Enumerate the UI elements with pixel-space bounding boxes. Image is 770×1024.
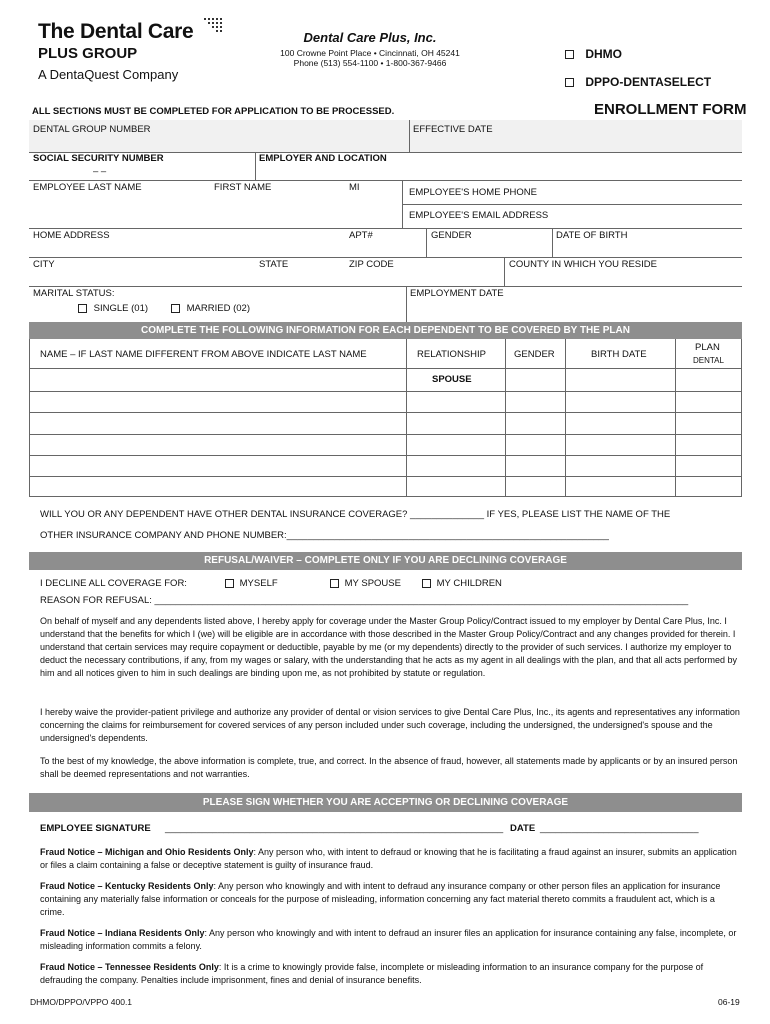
other-coverage-company: OTHER INSURANCE COMPANY AND PHONE NUMBER:_____________________________________________________________ bbox=[40, 530, 609, 541]
fraud-text: : Any person who knowingly and with intent to defraud an insurer files an application for insurance containing any false, incomplete, or misleading information commits a felony. bbox=[40, 928, 737, 951]
employer-label: EMPLOYER AND LOCATION bbox=[259, 153, 387, 164]
dep-col-plan: PLAN bbox=[695, 342, 720, 353]
phone-line: Phone (513) 554-1100 • 1-800-367-9466 bbox=[293, 58, 447, 68]
gender-label: GENDER bbox=[431, 230, 472, 241]
date-label: DATE bbox=[510, 823, 536, 834]
myself-label: MYSELF bbox=[239, 578, 278, 589]
decline-myself-option[interactable] bbox=[225, 578, 278, 589]
fraud-notice bbox=[40, 961, 740, 987]
single-label: SINGLE (01) bbox=[93, 303, 149, 314]
form-title: ENROLLMENT FORM bbox=[594, 101, 747, 118]
dep-col-gender: GENDER bbox=[514, 349, 555, 360]
last-name-label: EMPLOYEE LAST NAME bbox=[33, 182, 142, 193]
company-name: Dental Care Plus, Inc. bbox=[303, 30, 437, 45]
dob-label: DATE OF BIRTH bbox=[556, 230, 628, 241]
fraud-text: : It is a crime to knowingly provide false, incomplete or misleading information to an insurance company for the purpose of defrauding the company. Penalties include imprisonment, fines and denial of insurance benefits. bbox=[40, 962, 704, 985]
married-checkbox[interactable] bbox=[171, 304, 180, 313]
zip-label: ZIP CODE bbox=[349, 259, 394, 270]
myself-checkbox[interactable] bbox=[225, 579, 234, 588]
form-id: DHMO/DPPO/VPPO 400.1 bbox=[30, 997, 133, 1007]
single-checkbox[interactable] bbox=[78, 304, 87, 313]
sign-header: PLEASE SIGN WHETHER YOU ARE ACCEPTING OR DECLINING COVERAGE bbox=[29, 793, 742, 812]
fraud-title: Fraud Notice – Kentucky Residents Only bbox=[40, 881, 214, 891]
home-phone-label: EMPLOYEE'S HOME PHONE bbox=[409, 187, 537, 198]
dppo-label: DPPO-DENTASELECT bbox=[585, 75, 712, 89]
email-label: EMPLOYEE'S EMAIL ADDRESS bbox=[409, 210, 549, 221]
logo-main: The Dental Care bbox=[38, 20, 194, 43]
decline-label: I DECLINE ALL COVERAGE FOR: bbox=[40, 578, 187, 589]
fraud-title: Fraud Notice – Tennessee Residents Only bbox=[40, 962, 219, 972]
state-label: STATE bbox=[259, 259, 289, 270]
dppo-checkbox[interactable] bbox=[565, 78, 574, 87]
fraud-text: : Any person who, with intent to defraud or knowing that he is facilitating a fraud against an insurer, submits an application or files a claim containing a false or deceptive statement is guilty of insurance fraud. bbox=[40, 847, 737, 870]
decline-children-option[interactable] bbox=[422, 578, 502, 589]
completion-notice: ALL SECTIONS MUST BE COMPLETED FOR APPLICATION TO BE PROCESSED. bbox=[32, 106, 395, 117]
married-label: MARRIED (02) bbox=[186, 303, 250, 314]
fraud-text: : Any person who knowingly and with intent to defraud any insurance company or other person files an application for insurance containing any materially false information or conceals for the purpose of misleading, information concerning any fact material thereto commits a fraudulent act, which is a crime. bbox=[40, 881, 721, 917]
group-number-label: DENTAL GROUP NUMBER bbox=[33, 124, 151, 135]
logo-sub: PLUS GROUP bbox=[38, 45, 138, 62]
apt-label: APT# bbox=[349, 230, 373, 241]
dep-col-birth: BIRTH DATE bbox=[591, 349, 647, 360]
spouse-checkbox[interactable] bbox=[330, 579, 339, 588]
waiver-paragraph: I hereby waive the provider-patient privilege and authorize any provider of dental or vision services to give Dental Care Plus, Inc., its agents and representatives any information concerning the claims for reimbursement for covered services of any person included under such coverage, including the undersigned, the undersigned's spouse and the undersigned's dependents. bbox=[40, 707, 740, 743]
fraud-notice bbox=[40, 880, 740, 919]
plan-option-dppo[interactable] bbox=[565, 75, 711, 89]
authorization-paragraph: On behalf of myself and any dependents listed above, I hereby apply for coverage under the Master Group Policy/Contract issued to my employer by Dental Care Plus, Inc. I understand that the benefits for which I (we) will be eligible are in accordance with those described in the Master Group Policy/Contract and any changes provided for therein. I understand that certain services may require copayment or deductible, payable by me (or my dependents) directly to the provider of such services. I authorize my employer to deduct the necessary contributions, if any, from my wages or salary, with the understanding that he acts as my agent in all dealings with the plan, and that all acts performed by him and all notices given to him in such dealings are binding upon me, as not prohibited by statute or regulation. bbox=[40, 616, 738, 678]
marital-single-option[interactable] bbox=[78, 303, 148, 314]
marital-label: MARITAL STATUS: bbox=[33, 288, 115, 299]
dep-spouse-label: SPOUSE bbox=[432, 374, 472, 385]
fraud-title: Fraud Notice – Michigan and Ohio Residents Only bbox=[40, 847, 254, 857]
ssn-label: SOCIAL SECURITY NUMBER bbox=[33, 153, 164, 164]
county-label: COUNTY IN WHICH YOU RESIDE bbox=[509, 259, 657, 270]
address-line: 100 Crowne Point Place • Cincinnati, OH 45241 bbox=[280, 48, 460, 58]
attestation-paragraph: To the best of my knowledge, the above information is complete, true, and correct. In the absence of fraud, however, all statements made by applicants or by an insured person shall be deemed representations and not warranties. bbox=[40, 756, 738, 779]
ssn-dashes: – – bbox=[93, 166, 107, 177]
decline-spouse-option[interactable] bbox=[330, 578, 401, 589]
dep-col-name: NAME – IF LAST NAME DIFFERENT FROM ABOVE INDICATE LAST NAME bbox=[40, 349, 367, 360]
form-date: 06-19 bbox=[718, 997, 740, 1007]
effective-date-label: EFFECTIVE DATE bbox=[413, 124, 493, 135]
logo-dots-icon bbox=[204, 18, 224, 34]
dependents-header: COMPLETE THE FOLLOWING INFORMATION FOR EACH DEPENDENT TO BE COVERED BY THE PLAN bbox=[29, 322, 742, 339]
company-address bbox=[250, 48, 490, 68]
fraud-notice bbox=[40, 846, 740, 872]
children-label: MY CHILDREN bbox=[436, 578, 502, 589]
other-coverage-question: WILL YOU OR ANY DEPENDENT HAVE OTHER DENTAL INSURANCE COVERAGE? ______________ IF YES, PLEASE LIST THE NAME OF THE bbox=[40, 509, 671, 520]
refusal-reason: REASON FOR REFUSAL: _____________________________________________________________________________________________________ bbox=[40, 595, 689, 606]
logo-tagline: A DentaQuest Company bbox=[38, 67, 179, 82]
dhmo-label: DHMO bbox=[585, 47, 623, 61]
spouse-label: MY SPOUSE bbox=[344, 578, 401, 589]
employment-date-label: EMPLOYMENT DATE bbox=[410, 288, 504, 299]
plan-option-dhmo[interactable] bbox=[565, 47, 622, 61]
refusal-header: REFUSAL/WAIVER – COMPLETE ONLY IF YOU ARE DECLINING COVERAGE bbox=[29, 552, 742, 570]
signature-line[interactable]: ________________________________________________________________ bbox=[165, 823, 504, 834]
date-line[interactable]: ______________________________ bbox=[540, 823, 699, 834]
fraud-notice bbox=[40, 927, 740, 953]
mi-label: MI bbox=[349, 182, 360, 193]
marital-married-option[interactable] bbox=[171, 303, 250, 314]
home-address-label: HOME ADDRESS bbox=[33, 230, 110, 241]
city-label: CITY bbox=[33, 259, 55, 270]
dhmo-checkbox[interactable] bbox=[565, 50, 574, 59]
signature-label: EMPLOYEE SIGNATURE bbox=[40, 823, 151, 834]
fraud-title: Fraud Notice – Indiana Residents Only bbox=[40, 928, 205, 938]
dep-col-plan-sub: DENTAL bbox=[693, 356, 724, 365]
dep-col-relationship: RELATIONSHIP bbox=[417, 349, 486, 360]
first-name-label: FIRST NAME bbox=[214, 182, 272, 193]
children-checkbox[interactable] bbox=[422, 579, 431, 588]
